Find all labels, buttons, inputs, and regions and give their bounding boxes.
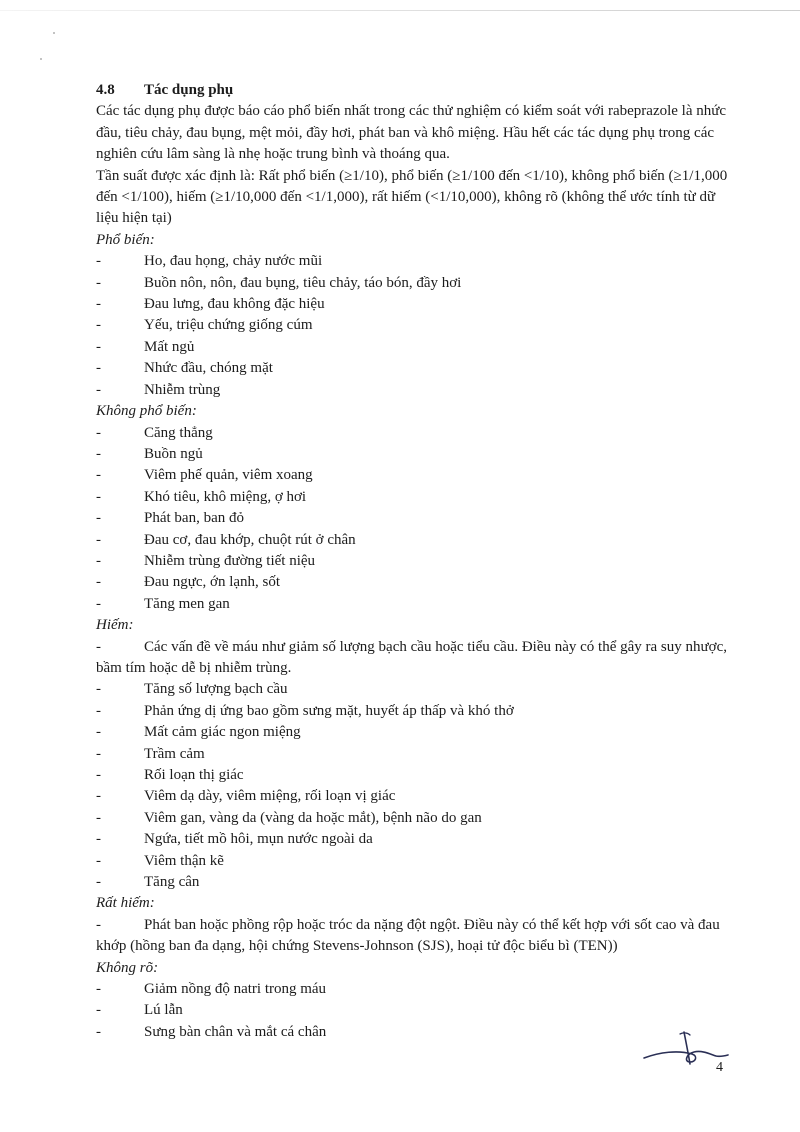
list-item: - Viêm thận kẽ [96, 851, 728, 872]
category-unknown-label: Không rõ: [96, 959, 159, 976]
list-item: - Tăng men gan [96, 594, 728, 615]
page-number: 4 [716, 1060, 723, 1075]
list-item: - Buồn ngủ [96, 444, 728, 465]
list-item: - Buồn nôn, nôn, đau bụng, tiêu chảy, táo bón, đầy hơi [96, 273, 728, 294]
list-item: - Mất cảm giác ngon miệng [96, 722, 728, 743]
category-uncommon-label: Không phổ biến: [96, 403, 197, 420]
list-item: - Nhức đầu, chóng mặt [96, 358, 728, 379]
list-item: - Nhiễm trùng [96, 380, 728, 401]
section-title: Tác dụng phụ [144, 82, 234, 98]
document-page [96, 80, 728, 1043]
category-common-list [96, 251, 728, 401]
scan-speck [53, 32, 55, 34]
list-item: - Viêm phế quản, viêm xoang [96, 465, 728, 486]
list-item: - Lú lẫn [96, 1000, 728, 1021]
list-item: - Yếu, triệu chứng giống cúm [96, 315, 728, 336]
list-item: - Ho, đau họng, chảy nước mũi [96, 251, 728, 272]
list-item: - Viêm gan, vàng da (vàng da hoặc mắt), bệnh não do gan [96, 808, 728, 829]
list-item: - Tăng số lượng bạch cầu [96, 679, 728, 700]
list-item: - Phản ứng dị ứng bao gồm sưng mặt, huyết áp thấp và khó thở [96, 701, 728, 722]
list-item: - Giảm nồng độ natri trong máu [96, 979, 728, 1000]
list-item: - Sưng bàn chân và mắt cá chân [96, 1022, 728, 1043]
category-rare-list [96, 637, 728, 894]
category-very-rare-list [96, 915, 728, 958]
list-item: - Đau lưng, đau không đặc hiệu [96, 294, 728, 315]
intro-paragraph: Các tác dụng phụ được báo cáo phổ biến nhất trong các thử nghiệm có kiểm soát với rabeprazole là nhức đầu, tiêu chảy, đau bụng, mệt mỏi, đầy hơi, phát ban và khô miệng. Hầu hết các tác dụng phụ trong các nghiên cứu lâm sàng là nhẹ hoặc trung bình và thoáng qua. [96, 103, 727, 163]
section-heading [96, 80, 728, 101]
list-item: - Đau ngực, ớn lạnh, sốt [96, 572, 728, 593]
frequency-definition: Tần suất được xác định là: Rất phổ biến (≥1/10), phổ biến (≥1/100 đến <1/10), không phổ biến (≥1/1,000 đến <1/100), hiếm (≥1/10,000 đến <1/1,000), rất hiếm (<1/10,000), không rõ (không thể ước tính từ dữ liệu hiện tại) [96, 167, 728, 227]
category-very-rare-label: Rất hiếm: [96, 895, 155, 912]
list-item: - Tăng cân [96, 872, 728, 893]
list-item: - Căng thẳng [96, 423, 728, 444]
list-item: - Rối loạn thị giác [96, 765, 728, 786]
list-item: - Ngứa, tiết mồ hôi, mụn nước ngoài da [96, 829, 728, 850]
category-rare-label: Hiếm: [96, 617, 134, 634]
list-item: - Viêm dạ dày, viêm miệng, rối loạn vị giác [96, 786, 728, 807]
scan-edge-line [0, 10, 800, 11]
list-item: - Nhiễm trùng đường tiết niệu [96, 551, 728, 572]
scan-speck [40, 58, 42, 60]
section-number: 4.8 [96, 82, 115, 98]
list-item: - Khó tiêu, khô miệng, ợ hơi [96, 487, 728, 508]
list-item: - Phát ban, ban đỏ [96, 508, 728, 529]
list-item: - Mất ngủ [96, 337, 728, 358]
list-item: - Trầm cảm [96, 744, 728, 765]
list-item: - Đau cơ, đau khớp, chuột rút ở chân [96, 530, 728, 551]
category-common-label: Phổ biến: [96, 231, 155, 248]
list-item: - Phát ban hoặc phồng rộp hoặc tróc da nặng đột ngột. Điều này có thể kết hợp với sốt cao và đau khớp (hồng ban đa dạng, hội chứng Stevens-Johnson (SJS), hoại tử độc biểu bì (TEN)) [96, 915, 728, 958]
category-unknown-list [96, 979, 728, 1043]
category-uncommon-list [96, 423, 728, 616]
list-item: - Các vấn đề về máu như giảm số lượng bạch cầu hoặc tiểu cầu. Điều này có thể gây ra suy nhược, bầm tím hoặc dễ bị nhiễm trùng. [96, 637, 728, 680]
